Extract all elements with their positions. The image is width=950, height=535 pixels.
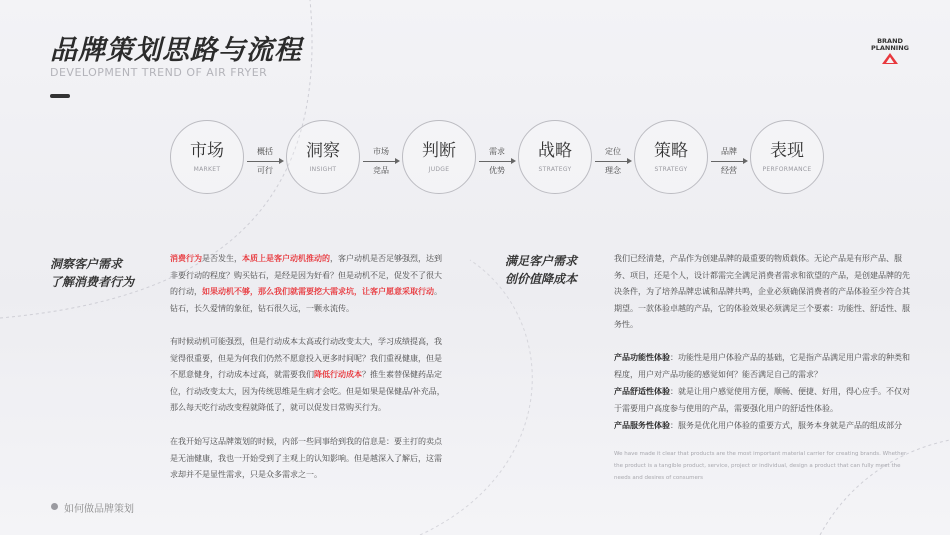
- step-label: 判断: [422, 141, 456, 161]
- item-label: 产品舒适性体验: [614, 387, 670, 396]
- logo-triangle-icon: [882, 53, 898, 64]
- step-sublabel: INSIGHT: [309, 166, 337, 173]
- title-underline: [50, 94, 70, 98]
- step-label: 市场: [190, 141, 224, 161]
- heading-line: 洞察客户需求: [50, 257, 123, 271]
- footer-label: 如何做品牌策划: [64, 504, 134, 515]
- connector-label-top: 定位: [605, 147, 621, 156]
- connector-label-bottom: 可行: [257, 166, 273, 175]
- arrow-right-icon: [243, 157, 287, 166]
- footer-bullet-icon: [51, 503, 58, 510]
- body-text: ？推生素替保健药品定位，行动改变太大，因为传统思维是生病才会吃。但是如果是保健品/补充品，那么每天吃行动改变程就降低了，就可以促发日常购买行为。: [170, 370, 445, 412]
- right-item-1: [614, 350, 910, 383]
- right-section-heading: [505, 252, 577, 288]
- arrow-right-icon: [707, 157, 751, 166]
- step-label: 策略: [654, 141, 688, 161]
- body-text: ，客户动机是否足够强烈，达到非要行动的程度？购买钻石，是经是因为好看？但是动机不足，促发不了很大的行动，: [170, 254, 442, 296]
- item-label: 产品功能性体验: [614, 353, 670, 362]
- connector-5: [707, 147, 751, 176]
- logo-line1: BRAND: [877, 37, 903, 45]
- left-section-heading: [50, 255, 134, 291]
- left-paragraph-2: [170, 334, 448, 417]
- english-paragraph: We have made it clear that products are the most important material carrier for creating brands. Whether the product is a tangible product, service, project or individual, design a product that can fully meet the needs and desires of consumers: [614, 451, 907, 481]
- step-sublabel: STRATEGY: [538, 166, 572, 173]
- connector-label-bottom: 竞品: [373, 166, 389, 175]
- connector-3: [475, 147, 519, 176]
- item-label: 产品服务性体验: [614, 421, 670, 430]
- connector-label-bottom: 优势: [489, 166, 505, 175]
- left-paragraph-3: 在我开始写这品牌策划的时候，内部一些同事给到我的信息是：要主打的卖点是无油健康，我也一开始受到了主观上的认知影响。但是越深入了解后，这需求却并不是显性需求，只是众多需求之一。: [170, 437, 442, 479]
- highlight-text: 本质上是客户动机推动的: [242, 254, 330, 263]
- step-market: [170, 120, 244, 194]
- step-sublabel: JUDGE: [428, 166, 450, 173]
- step-label: 洞察: [306, 141, 340, 161]
- connector-4: [591, 147, 635, 176]
- body-text: 。钻石，长久爱情的象征，钻石很久远，一颗永流传。: [170, 287, 442, 313]
- highlight-text: 如果动机不够，那么我们就需要挖大需求坑，让客户愿意采取行动: [202, 287, 434, 296]
- connector-2: [359, 147, 403, 176]
- step-judge: [402, 120, 476, 194]
- body-text: ：服务是优化用户体验的重要方式，服务本身就是产品的组成部分: [670, 421, 902, 430]
- heading-line: 创价值降成本: [505, 272, 578, 286]
- step-sublabel: STRATEGY: [654, 166, 688, 173]
- connector-label-bottom: 理念: [605, 166, 621, 175]
- arrow-right-icon: [591, 157, 635, 166]
- connector-label-top: 品牌: [721, 147, 737, 156]
- step-sublabel: MARKET: [193, 166, 221, 173]
- step-strategy: [518, 120, 592, 194]
- body-text: 有时候动机可能强烈，但是行动成本太高或行动改变太大，学习成绩提高，我觉得很重要，但是为何我们仍然不愿意投入更多时间呢？我们重视健康，但是不愿意健身，行动成本过高，就需要我们: [170, 337, 442, 379]
- page-title: 品牌策划思路与流程: [50, 35, 302, 66]
- arrow-right-icon: [475, 157, 519, 166]
- connector-label-top: 概括: [257, 147, 273, 156]
- left-paragraph-1: [170, 251, 448, 317]
- connector-label-top: 需求: [489, 147, 505, 156]
- body-text: ：就是让用户感觉使用方便，顺畅、便捷、好用，得心应手。不仅对于需要用户高度参与使用的产品，需要强化用户的舒适性体验。: [614, 387, 910, 413]
- connector-label-top: 市场: [373, 147, 389, 156]
- heading-line: 了解消费者行为: [50, 275, 135, 289]
- step-insight: [286, 120, 360, 194]
- right-paragraph-1: 我们已经清楚，产品作为创建品牌的最重要的物质载体。无论产品是有形产品、服务、项目，还是个人，设计都需完全满足消费者需求和欲望的产品，是创建品牌的先决条件，为了培养品牌忠诚和品牌共鸣，企业必须确保消费者的产品体验至少符合其期望。一款体验卓越的产品，它的体验效果必须满足三个要素：功能性、舒适性、服务性。: [614, 254, 910, 329]
- body-text: ：功能性是用户体验产品的基础，它是指产品满足用户需求的种类和程度，用户对产品功能的感觉如何？能否满足自己的需求？: [614, 353, 910, 379]
- step-label: 战略: [538, 141, 572, 161]
- body-text: 是否发生，: [202, 254, 242, 263]
- brand-planning-logo: [868, 38, 912, 64]
- step-performance: [750, 120, 824, 194]
- logo-line2: PLANNING: [870, 44, 909, 52]
- highlight-text: 降低行动成本: [314, 370, 362, 379]
- arrow-right-icon: [359, 157, 403, 166]
- heading-line: 满足客户需求: [505, 254, 578, 268]
- step-sublabel: PERFORMANCE: [762, 166, 812, 173]
- connector-1: [243, 147, 287, 176]
- right-item-3: [614, 418, 910, 435]
- page-subtitle: DEVELOPMENT TREND OF AIR FRYER: [50, 66, 268, 79]
- step-label: 表现: [770, 141, 804, 161]
- highlight-text: 消费行为: [170, 254, 202, 263]
- right-item-2: [614, 384, 910, 417]
- step-tactics: [634, 120, 708, 194]
- connector-label-bottom: 经营: [721, 166, 737, 175]
